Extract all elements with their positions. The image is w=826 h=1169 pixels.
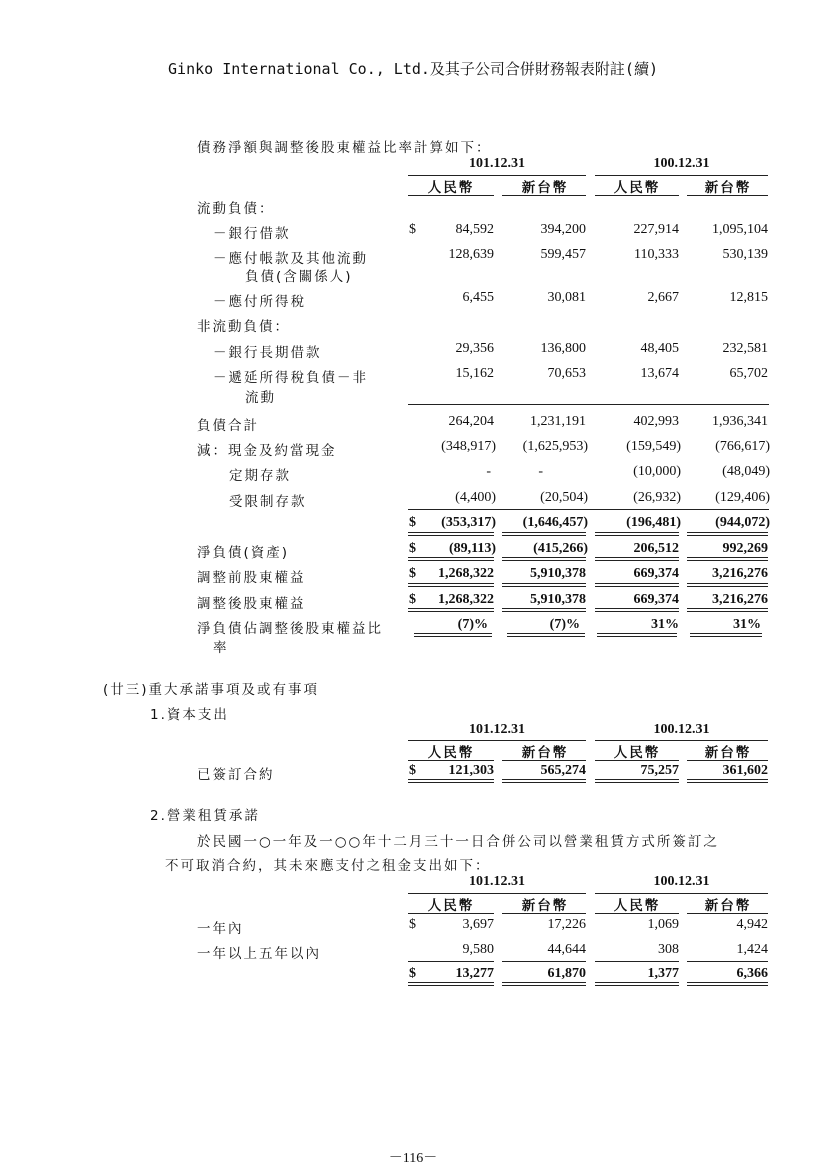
- cell-value: 1,268,322: [438, 592, 494, 607]
- year-header-100: 100.12.31: [653, 156, 710, 171]
- cell-value: (1,625,953): [522, 439, 588, 454]
- cell-value: 1,936,341: [712, 414, 768, 429]
- dollar-sign: $: [409, 917, 416, 932]
- cell-value: 61,870: [547, 966, 586, 981]
- year-header-100: 100.12.31: [653, 722, 710, 737]
- cell-value: (4,400): [455, 490, 496, 505]
- cell-value: 6,455: [462, 290, 494, 305]
- cell-value: (944,072): [715, 515, 770, 530]
- row-label: －銀行借款: [213, 226, 291, 242]
- cell-value: 9,580: [462, 942, 494, 957]
- cell-value: 3,216,276: [712, 592, 768, 607]
- row-label: 淨負債(資產): [197, 545, 290, 561]
- cell-value: (26,932): [633, 490, 681, 505]
- cell-value: 128,639: [448, 247, 494, 262]
- row-label: 已簽訂合約: [197, 767, 275, 783]
- cell-value: (48,049): [722, 464, 770, 479]
- cell-value: 361,602: [722, 763, 768, 778]
- year-header-101: 101.12.31: [469, 874, 525, 889]
- dollar-sign: $: [409, 966, 416, 981]
- current-liabilities-heading: 流動負債：: [197, 201, 275, 217]
- cell-value: (7)%: [457, 617, 488, 632]
- cell-value: 13,277: [455, 966, 494, 981]
- cell-value: 4,942: [736, 917, 768, 932]
- cell-value: (10,000): [633, 464, 681, 479]
- cell-value: -: [486, 464, 491, 479]
- dollar-sign: $: [409, 222, 416, 237]
- cell-value: (353,317): [441, 515, 496, 530]
- cell-value: 5,910,378: [530, 592, 586, 607]
- page-number: －116－: [388, 1151, 438, 1166]
- currency-header-ntd: 新台幣: [704, 745, 752, 761]
- dollar-sign: $: [409, 592, 416, 607]
- cell-value: 308: [658, 942, 679, 957]
- cell-value: 2,667: [647, 290, 679, 305]
- cell-value: 110,333: [634, 247, 679, 262]
- cell-value: 394,200: [540, 222, 586, 237]
- cell-value: 227,914: [633, 222, 679, 237]
- row-label: －應付所得稅: [213, 294, 306, 310]
- paragraph-line: 不可取消合約，其未來應支付之租金支出如下：: [165, 858, 491, 874]
- currency-header-rmb: 人民幣: [613, 898, 661, 914]
- cell-value: 31%: [651, 617, 679, 632]
- cell-value: (196,481): [626, 515, 681, 530]
- cell-value: 17,226: [547, 917, 586, 932]
- cell-value: 29,356: [455, 341, 494, 356]
- cell-value: 65,702: [729, 366, 768, 381]
- cell-value: (1,646,457): [522, 515, 588, 530]
- cell-value: 12,815: [729, 290, 768, 305]
- cell-value: 15,162: [455, 366, 494, 381]
- cell-value: (766,617): [715, 439, 770, 454]
- row-label: 淨負債佔調整後股東權益比: [197, 621, 383, 637]
- cell-value: 121,303: [448, 763, 494, 778]
- cell-value: 5,910,378: [530, 566, 586, 581]
- cell-value: 136,800: [540, 341, 586, 356]
- year-header-101: 101.12.31: [469, 156, 525, 171]
- paragraph-line: 於民國一○一年及一○○年十二月三十一日合併公司以營業租賃方式所簽訂之: [197, 834, 719, 850]
- cell-value: 1,424: [736, 942, 768, 957]
- cell-value: 402,993: [633, 414, 679, 429]
- row-label: 一年以上五年以內: [197, 946, 321, 962]
- cell-value: 6,366: [736, 966, 768, 981]
- cell-value: (129,406): [715, 490, 770, 505]
- currency-header-rmb: 人民幣: [613, 180, 661, 196]
- row-label: －應付帳款及其他流動: [213, 251, 368, 267]
- dollar-sign: $: [409, 541, 416, 556]
- cell-value: 1,377: [647, 966, 679, 981]
- row-label-cont: 率: [213, 640, 229, 656]
- section-intro: 債務淨額與調整後股東權益比率計算如下：: [197, 140, 492, 156]
- cell-value: (159,549): [626, 439, 681, 454]
- currency-header-ntd: 新台幣: [704, 898, 752, 914]
- subsection-title: 2.營業租賃承諾: [150, 808, 260, 824]
- dollar-sign: $: [409, 763, 416, 778]
- year-header-101: 101.12.31: [469, 722, 525, 737]
- cell-value: 31%: [733, 617, 761, 632]
- cell-value: (415,266): [533, 541, 588, 556]
- currency-header-rmb: 人民幣: [427, 180, 475, 196]
- row-label-cont: 流動: [245, 390, 276, 406]
- row-label: 減：現金及約當現金: [197, 443, 337, 459]
- cell-value: 48,405: [640, 341, 679, 356]
- cell-value: 1,069: [647, 917, 679, 932]
- cell-value: (7)%: [549, 617, 580, 632]
- year-header-100: 100.12.31: [653, 874, 710, 889]
- cell-value: 44,644: [547, 942, 586, 957]
- row-label: 定期存款: [229, 468, 291, 484]
- cell-value: (89,113): [448, 541, 496, 556]
- row-label-cont: 負債(含關係人): [245, 269, 353, 285]
- subsection-title: 1.資本支出: [150, 707, 229, 723]
- row-label: －遞延所得稅負債－非: [213, 370, 368, 386]
- noncurrent-liabilities-heading: 非流動負債：: [197, 319, 290, 335]
- row-label: 受限制存款: [229, 494, 307, 510]
- row-label: 一年內: [197, 921, 244, 937]
- currency-header-ntd: 新台幣: [521, 898, 569, 914]
- cell-value: 3,216,276: [712, 566, 768, 581]
- dollar-sign: $: [409, 515, 416, 530]
- cell-value: 599,457: [540, 247, 586, 262]
- cell-value: 206,512: [633, 541, 679, 556]
- row-label: 調整前股東權益: [197, 570, 306, 586]
- cell-value: 232,581: [722, 341, 768, 356]
- page-header-title: Ginko International Co., Ltd.及其子公司合併財務報表附註(續): [168, 60, 658, 78]
- row-label: 負債合計: [197, 418, 259, 434]
- currency-header-ntd: 新台幣: [704, 180, 752, 196]
- currency-header-rmb: 人民幣: [613, 745, 661, 761]
- cell-value: 992,269: [722, 541, 768, 556]
- currency-header-rmb: 人民幣: [427, 745, 475, 761]
- cell-value: 70,653: [547, 366, 586, 381]
- section-title: (廿三)重大承諾事項及或有事項: [103, 682, 320, 698]
- cell-value: 264,204: [448, 414, 494, 429]
- cell-value: 13,674: [640, 366, 679, 381]
- cell-value: -: [538, 464, 543, 479]
- cell-value: 1,095,104: [712, 222, 768, 237]
- currency-header-ntd: 新台幣: [521, 745, 569, 761]
- cell-value: 75,257: [640, 763, 679, 778]
- cell-value: 84,592: [455, 222, 494, 237]
- cell-value: 30,081: [547, 290, 586, 305]
- cell-value: 1,268,322: [438, 566, 494, 581]
- cell-value: 565,274: [540, 763, 586, 778]
- currency-header-rmb: 人民幣: [427, 898, 475, 914]
- cell-value: 669,374: [633, 566, 679, 581]
- cell-value: (348,917): [441, 439, 496, 454]
- currency-header-ntd: 新台幣: [521, 180, 569, 196]
- row-label: 調整後股東權益: [197, 596, 306, 612]
- cell-value: 1,231,191: [530, 414, 586, 429]
- row-label: －銀行長期借款: [213, 345, 322, 361]
- cell-value: (20,504): [540, 490, 588, 505]
- cell-value: 3,697: [462, 917, 494, 932]
- cell-value: 530,139: [722, 247, 768, 262]
- cell-value: 669,374: [633, 592, 679, 607]
- dollar-sign: $: [409, 566, 416, 581]
